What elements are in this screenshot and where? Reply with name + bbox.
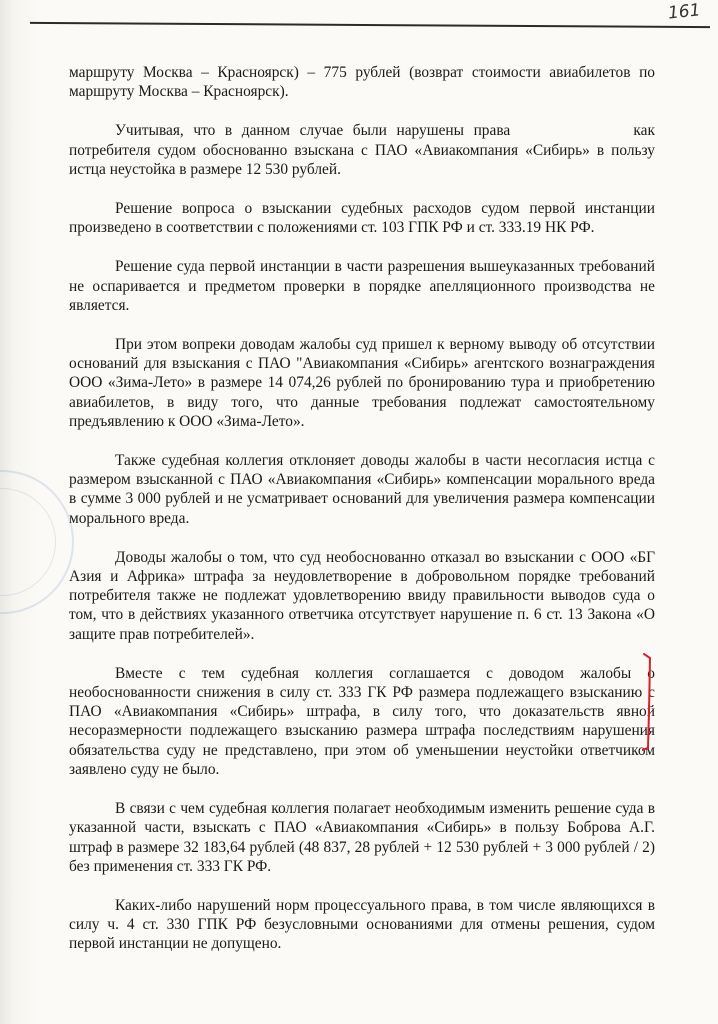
paragraph-5 bbox=[69, 335, 655, 431]
paragraph-5-text: При этом вопреки доводам жалобы суд пришел к верному выводу об отсутствии оснований для взыскания с ПАО "Авиакомпания «Сибирь» агентского вознаграждения ООО «Зима-Лето» в размере 14 074,26 рублей по бронированию тура и приобретению авиабилетов, в виду того, что данные требования подлежат самостоятельному предъявлению к ООО «Зима-Лето». bbox=[69, 336, 655, 430]
paragraph-2 bbox=[69, 121, 655, 179]
red-margin-bracket bbox=[642, 652, 654, 752]
paragraph-8-text: Вместе с тем судебная коллегия соглашается с доводом жалобы о необоснованности снижения в силу ст. 333 ГК РФ размера подлежащего взысканию с ПАО «Авиакомпания «Сибирь» штрафа, в силу того, что доказательств явной несоразмерности подлежащего взысканию размера штрафа последствиям нарушения обязательства суду не представлено, при этом об уменьшении неустойки ответчиком заявлено суду не было. bbox=[69, 664, 655, 778]
top-rule bbox=[30, 22, 710, 28]
paragraph-1-text: маршруту Москва – Красноярск) – 775 рублей (возврат стоимости авиабилетов по маршруту Москва – Красноярск). bbox=[69, 64, 655, 101]
faded-seal-stamp bbox=[0, 470, 74, 614]
paragraph-6-text: Также судебная коллегия отклоняет доводы жалобы в части несогласия истца с размером взысканной с ПАО «Авиакомпания «Сибирь» компенсации морального вреда в сумме 3 000 рублей и не усматривает оснований для увеличения размера компенсации морального вреда. bbox=[69, 452, 655, 527]
paragraph-7 bbox=[69, 548, 655, 644]
paragraph-4-text: Решение суда первой инстанции в части разрешения вышеуказанных требований не оспаривается и предметом проверки в порядке апелляционного производства не является. bbox=[69, 258, 655, 314]
paragraph-4 bbox=[69, 257, 655, 315]
handwritten-page-number: 161 bbox=[666, 0, 701, 24]
document-body bbox=[69, 63, 655, 974]
paragraph-3-text: Решение вопроса о взыскании судебных расходов судом первой инстанции произведено в соответствии с положениями ст. 103 ГПК РФ и ст. 333.19 НК РФ. bbox=[69, 200, 655, 237]
paragraph-9-text: В связи с чем судебная коллегия полагает необходимым изменить решение суда в указанной части, взыскать с ПАО «Авиакомпания «Сибирь» в пользу Боброва А.Г. штраф в размере 32 183,64 рублей (48 837, 28 рублей + 12 530 рублей + 3 000 рублей / 2) без применения ст. 333 ГК РФ. bbox=[69, 800, 655, 875]
paragraph-10-text: Каких-либо нарушений норм процессуального права, в том числе являющихся в силу ч. 4 ст. 330 ГПК РФ безусловными основаниями для отмены решения, судом первой инстанции не допущено. bbox=[69, 896, 655, 953]
paragraph-1 bbox=[69, 63, 655, 101]
paragraph-2-text-start: Учитывая, что в данном случае были нарушены права bbox=[115, 122, 511, 140]
paragraph-8 bbox=[69, 664, 655, 779]
paragraph-10 bbox=[69, 896, 655, 954]
redacted-name bbox=[520, 123, 624, 137]
paragraph-7-text: Доводы жалобы о том, что суд необоснованно отказал во взыскании с ООО «БГ Азия и Африка» штрафа за неудовлетворение в добровольном порядке требований потребителя также не подлежат удовлетворению ввиду правильности выводов суда о том, что в действиях указанного ответчика отсутствует нарушение п. 6 ст. 13 Закона «О защите прав потребителей». bbox=[69, 548, 655, 643]
paragraph-6 bbox=[69, 451, 655, 528]
paragraph-9 bbox=[69, 799, 655, 876]
paragraph-2-text-end: как потребителя судом обоснованно взыскана с ПАО «Авиакомпания «Сибирь» в пользу истца неустойка в размере 12 530 рублей. bbox=[69, 122, 655, 178]
paragraph-3 bbox=[69, 199, 655, 237]
